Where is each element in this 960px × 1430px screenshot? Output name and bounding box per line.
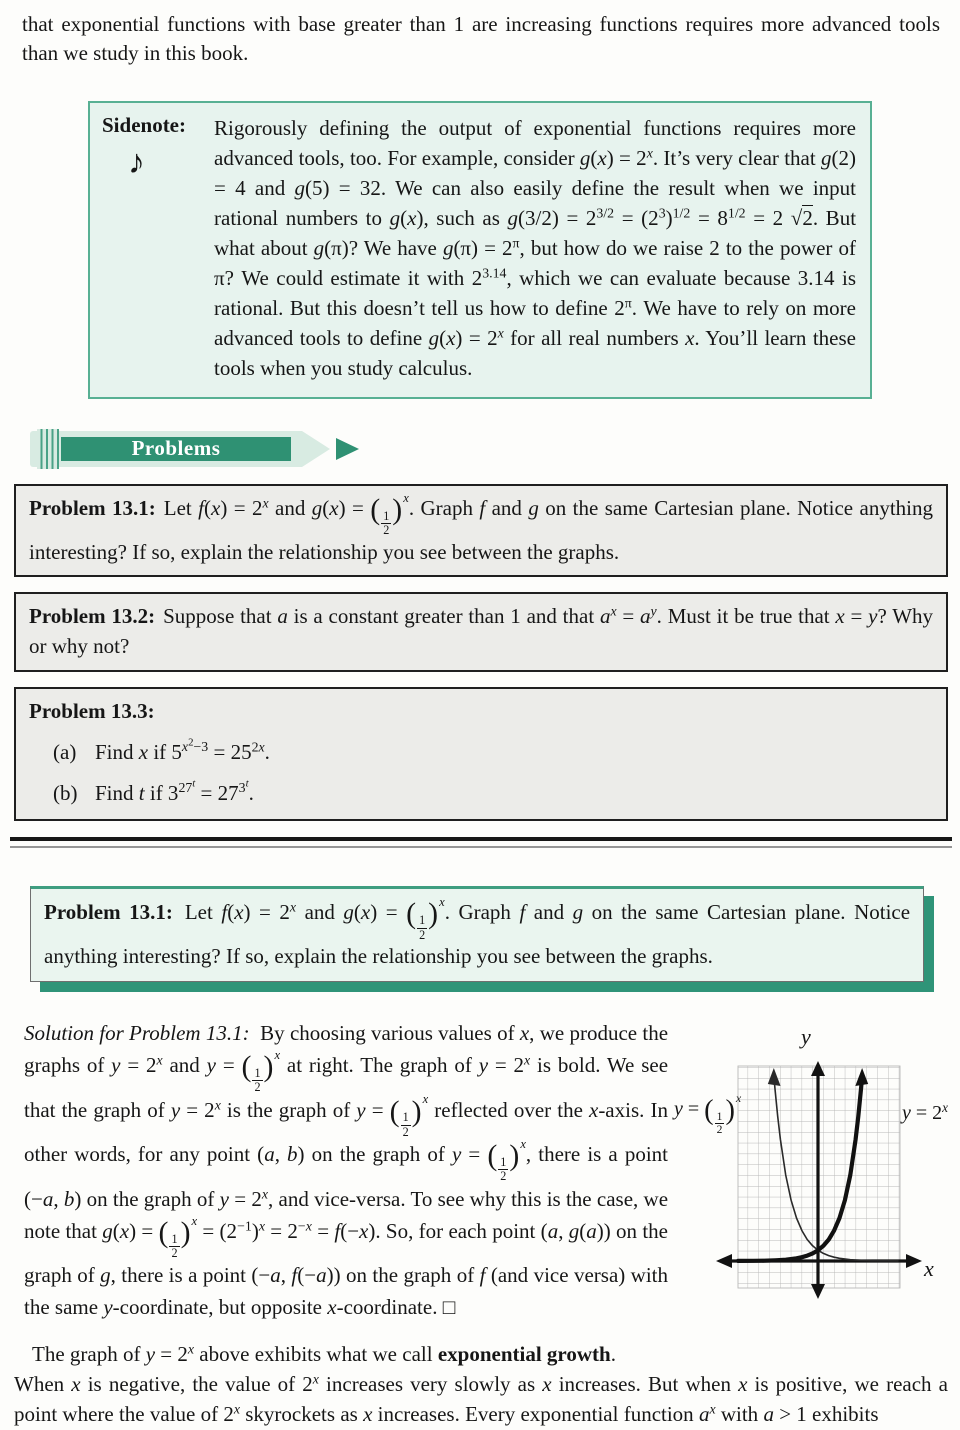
problem-title: Problem 13.1:: [44, 900, 173, 925]
problem-title: Problem 13.3:: [29, 699, 155, 724]
problem-box-13-3: [14, 687, 948, 821]
solution-section: [24, 1018, 952, 1324]
part-label: (b): [53, 780, 78, 805]
part-body: Find t if $3^{27^t} = 27^{3^t}$.: [95, 777, 254, 805]
problems-banner: [30, 429, 365, 469]
y-axis-label: y: [801, 1023, 811, 1049]
sidenote-box: [88, 101, 872, 399]
left-curve-equation-label: y = ( $\frac{1}{2}$ )$^x$: [674, 1091, 742, 1137]
sidenote-label-column: [102, 113, 208, 383]
problem-body: Let $f(x) = 2^x$ and g(x) = ( $\frac{1}{2}$ )$^x$. Graph f and g on the same Cartesian plane. Notice anything interesting? If so, explain the relationship you see between the graphs.: [29, 490, 933, 564]
graph-canvas: [672, 1024, 960, 1316]
sidenote-body: Rigorously defining the output of exponential functions requires more advanced tools, too. For example, consider $g(x) = 2^x$. It’s very clear that g(2) = 4 and g(5) = 32. We can also easily define the result when we input rational numbers to g(x), such as $g(3/2) = 2^{3/2} = (2^3)^{1/2} = 8^{1/2} = 2$ √2. But what about g(π)? We have $g(\pi) = 2^\pi$, but how do we raise 2 to the power of π? We could estimate it with $2^{3.14}$, which we can evaluate because 3.14 is rational. But this doesn’t tell us how to define $2^\pi$. We have to rely on more advanced tools to define $g(x) = 2^x$ for all real numbers x. You’ll learn these tools when you study calculus.: [214, 115, 857, 380]
problem-body: Suppose that a is a constant greater than 1 and that $a^x = a^y$. Must it be true that x = y? Why or why not?: [29, 603, 934, 659]
problems-banner-label: Problems: [131, 436, 221, 461]
pencil-tip-icon: [302, 431, 330, 467]
problem-box-13-1: [14, 484, 948, 577]
problem-box-13-2: [14, 592, 948, 672]
part-body: Find x if $5^{x^2-3} = 25^{2x}$.: [95, 736, 270, 764]
exponential-graph-figure: [672, 1024, 960, 1316]
solution-paragraph: Solution for Problem 13.1: By choosing various values of x, we produce the graphs of $y = 2^x$ and y = ( $\frac{1}{2}$ )$^x$ at right. The graph of $y = 2^x$ is bold. We see that the graph of $y = 2^x$ is the graph of y = ( $\frac{1}{2}$ )$^x$ reflected over the x-axis. In other words, for any point (a, b) on the graph of y = ( $\frac{1}{2}$ )$^x$, there is a point (−a, b) on the graph of $y = 2^x$, and vice-versa. To see why this is the case, we note that g(x) = ( $\frac{1}{2}$ )$^x = (2^{-1})^x = 2^{-x} = f(-x)$. So, for each point (a, g(a)) on the graph of g, there is a point (−a, f(−a)) on the graph of f (and vice versa) with the same y-coordinate, but opposite x-coordinate. □: [24, 1020, 669, 1320]
problem-part-b: [53, 779, 933, 809]
section-divider-top: [10, 837, 952, 841]
intro-paragraph: that exponential functions with base greater than 1 are increasing functions requires more advanced tools than we study in this book.: [22, 12, 940, 66]
arrow-right-icon: [336, 438, 359, 460]
problem-part-a: [53, 738, 933, 768]
x-axis-label: x: [924, 1255, 934, 1281]
section-divider-bottom: [10, 846, 952, 848]
problem-title: Problem 13.2:: [29, 604, 156, 629]
part-label: (a): [53, 739, 77, 764]
problem-title: Problem 13.1:: [29, 495, 156, 520]
sidenote-label: Sidenote:: [102, 112, 186, 137]
right-curve-equation-label: $y = 2^x$: [902, 1099, 949, 1124]
textbook-page: [0, 10, 960, 1430]
problem-body: Let $f(x) = 2^x$ and g(x) = ( $\frac{1}{2}$ )$^x$. Graph f and g on the same Cartesian plane. Notice anything interesting? If so, explain the relationship you see between the graphs.: [44, 895, 911, 969]
outro-paragraph: The graph of $y = 2^x$ above exhibits what we call exponential growth. When x is negative, the value of 2$^x$ increases very slowly as x increases. But when x is positive, we reach a point where the value of 2$^x$ skyrockets as x increases. Every exponential function $a^x$ with a > 1 exhibits: [14, 1341, 948, 1426]
eighth-note-icon: ♪: [128, 143, 145, 181]
pencil-eraser-stripes-icon: [37, 429, 59, 469]
problems-banner-band: [61, 437, 291, 461]
restated-problem-box-13-1: [30, 886, 924, 981]
